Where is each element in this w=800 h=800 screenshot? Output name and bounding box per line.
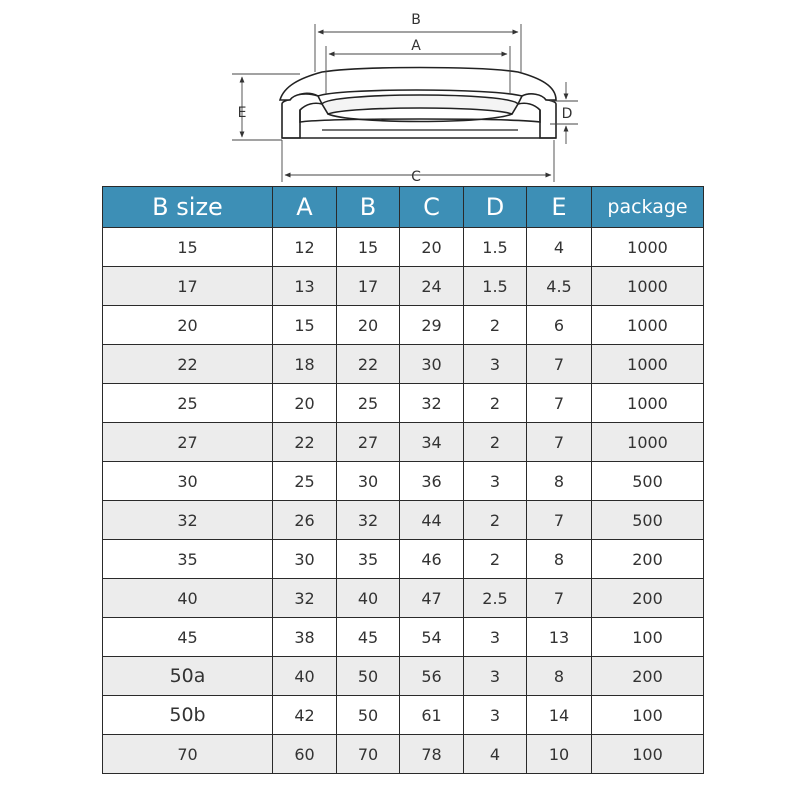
table-header-row (103, 187, 704, 228)
header-package: package (592, 187, 704, 228)
cell-e: 10 (527, 735, 592, 774)
cell-e: 8 (527, 462, 592, 501)
cell-a: 15 (273, 306, 337, 345)
cell-e: 7 (527, 345, 592, 384)
cell-e: 14 (527, 696, 592, 735)
cell-a: 18 (273, 345, 337, 384)
grommet-size-table (102, 186, 704, 774)
cell-b: 45 (337, 618, 400, 657)
cell-e: 7 (527, 501, 592, 540)
cell-a: 12 (273, 228, 337, 267)
cell-b-size: 50b (103, 696, 273, 735)
cell-d: 2 (464, 384, 527, 423)
cell-b-size: 25 (103, 384, 273, 423)
cell-b-size: 45 (103, 618, 273, 657)
cell-b-size: 15 (103, 228, 273, 267)
cell-b: 50 (337, 657, 400, 696)
header-a: A (273, 187, 337, 228)
cell-a: 30 (273, 540, 337, 579)
table-row (103, 423, 704, 462)
table-row (103, 306, 704, 345)
cell-package: 1000 (592, 345, 704, 384)
table-row (103, 462, 704, 501)
table-row (103, 267, 704, 306)
cell-package: 1000 (592, 228, 704, 267)
cell-a: 38 (273, 618, 337, 657)
table-row (103, 579, 704, 618)
cell-package: 1000 (592, 423, 704, 462)
table-row (103, 540, 704, 579)
cell-c: 56 (400, 657, 464, 696)
cell-b: 35 (337, 540, 400, 579)
cell-package: 100 (592, 735, 704, 774)
cell-d: 2 (464, 501, 527, 540)
cell-b-size: 20 (103, 306, 273, 345)
cell-package: 100 (592, 696, 704, 735)
cell-c: 32 (400, 384, 464, 423)
cell-d: 1.5 (464, 228, 527, 267)
cell-b: 27 (337, 423, 400, 462)
cell-a: 60 (273, 735, 337, 774)
table-row (103, 696, 704, 735)
cell-e: 8 (527, 657, 592, 696)
table-row (103, 501, 704, 540)
cell-a: 40 (273, 657, 337, 696)
cell-b: 50 (337, 696, 400, 735)
cell-package: 500 (592, 501, 704, 540)
header-c: C (400, 187, 464, 228)
grommet-dimension-diagram (0, 0, 800, 186)
cell-d: 3 (464, 696, 527, 735)
cell-d: 2 (464, 540, 527, 579)
header-d: D (464, 187, 527, 228)
cell-d: 2 (464, 306, 527, 345)
cell-b: 30 (337, 462, 400, 501)
cell-a: 22 (273, 423, 337, 462)
table-row (103, 345, 704, 384)
cell-c: 20 (400, 228, 464, 267)
cell-package: 500 (592, 462, 704, 501)
cell-c: 29 (400, 306, 464, 345)
cell-d: 3 (464, 345, 527, 384)
table-row (103, 618, 704, 657)
cell-b: 70 (337, 735, 400, 774)
cell-b-size: 70 (103, 735, 273, 774)
cell-a: 26 (273, 501, 337, 540)
cell-c: 36 (400, 462, 464, 501)
label-a: A (411, 38, 421, 54)
cell-package: 1000 (592, 384, 704, 423)
cell-e: 4.5 (527, 267, 592, 306)
cell-b-size: 35 (103, 540, 273, 579)
table-row (103, 384, 704, 423)
label-b: B (411, 12, 421, 28)
header-e: E (527, 187, 592, 228)
cell-e: 6 (527, 306, 592, 345)
cell-c: 46 (400, 540, 464, 579)
cell-e: 8 (527, 540, 592, 579)
cell-b-size: 17 (103, 267, 273, 306)
cell-c: 24 (400, 267, 464, 306)
header-b-size: B size (103, 187, 273, 228)
cell-b: 25 (337, 384, 400, 423)
cell-b-size: 40 (103, 579, 273, 618)
cell-d: 2 (464, 423, 527, 462)
cell-b: 40 (337, 579, 400, 618)
cell-c: 54 (400, 618, 464, 657)
cell-c: 44 (400, 501, 464, 540)
cell-a: 32 (273, 579, 337, 618)
cell-d: 1.5 (464, 267, 527, 306)
cell-package: 200 (592, 540, 704, 579)
cell-c: 78 (400, 735, 464, 774)
cell-b: 17 (337, 267, 400, 306)
cell-d: 3 (464, 462, 527, 501)
cell-b: 15 (337, 228, 400, 267)
cell-b: 32 (337, 501, 400, 540)
cell-d: 2.5 (464, 579, 527, 618)
cell-e: 7 (527, 423, 592, 462)
cell-d: 4 (464, 735, 527, 774)
cell-a: 25 (273, 462, 337, 501)
grommet-cross-section (280, 68, 556, 139)
cell-b-size: 50a (103, 657, 273, 696)
label-c: C (411, 169, 421, 185)
cell-d: 3 (464, 618, 527, 657)
cell-e: 7 (527, 579, 592, 618)
cell-c: 61 (400, 696, 464, 735)
header-b: B (337, 187, 400, 228)
cell-b-size: 30 (103, 462, 273, 501)
cell-a: 20 (273, 384, 337, 423)
cell-b-size: 27 (103, 423, 273, 462)
cell-package: 1000 (592, 306, 704, 345)
cell-b: 22 (337, 345, 400, 384)
cell-b-size: 32 (103, 501, 273, 540)
cell-package: 200 (592, 657, 704, 696)
table-row (103, 735, 704, 774)
cell-a: 42 (273, 696, 337, 735)
cell-package: 200 (592, 579, 704, 618)
cell-c: 47 (400, 579, 464, 618)
cell-e: 4 (527, 228, 592, 267)
table-row (103, 228, 704, 267)
cell-package: 100 (592, 618, 704, 657)
cell-d: 3 (464, 657, 527, 696)
table-row (103, 657, 704, 696)
label-e: E (237, 105, 247, 121)
cell-package: 1000 (592, 267, 704, 306)
cell-b-size: 22 (103, 345, 273, 384)
label-d: D (561, 106, 573, 122)
cell-e: 7 (527, 384, 592, 423)
cell-c: 34 (400, 423, 464, 462)
cell-b: 20 (337, 306, 400, 345)
cell-a: 13 (273, 267, 337, 306)
cell-c: 30 (400, 345, 464, 384)
cell-e: 13 (527, 618, 592, 657)
